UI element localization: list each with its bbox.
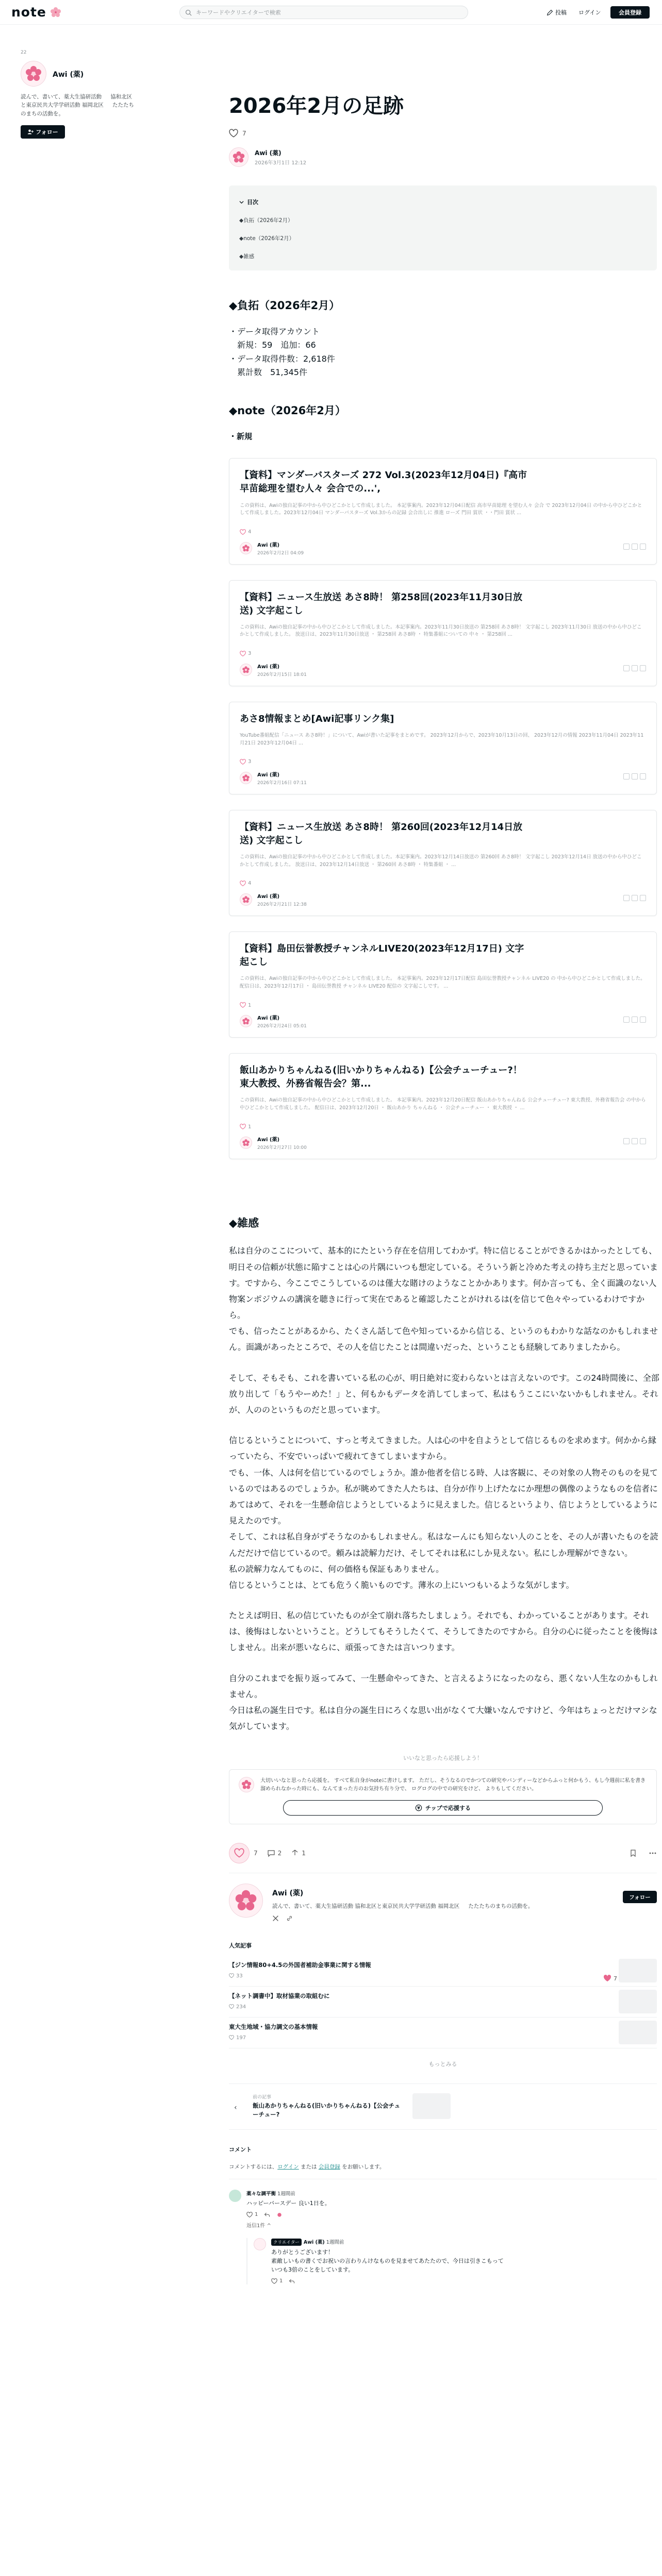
more-icon[interactable]: [640, 1016, 646, 1023]
heart-outline-icon: [240, 759, 246, 765]
section-heading: ◆負拓（2026年2月）: [229, 299, 340, 312]
heart-outline-icon: [240, 1124, 246, 1130]
share-icon[interactable]: [632, 1138, 638, 1144]
more-icon[interactable]: [649, 1849, 657, 1857]
repost-icon: [291, 1849, 299, 1857]
list-item[interactable]: [229, 2018, 657, 2048]
search-input[interactable]: [179, 6, 468, 19]
search-icon: [185, 9, 192, 16]
heart-outline-icon: [229, 2004, 234, 2009]
paragraph: そして、そもそも、これを書いている私の心が、明日絶対に変わらないとは言えないのです。この24時間後に、全部放り出して「もうやーめた！」と、何もかもデータを消してしまって、私はもうここにいないかもしれません。それが、人ののというものだと思っています。: [229, 1372, 659, 1415]
comment-date: 1週間前: [326, 2239, 344, 2245]
card-like-count: 3: [248, 651, 252, 657]
previous-label: 前の記事: [253, 2094, 272, 2100]
avatar: [240, 1137, 252, 1149]
commenter-name[interactable]: 薬々な調平衡: [246, 2191, 276, 2197]
bookmark-icon[interactable]: [623, 895, 630, 901]
login-link[interactable]: ログイン: [277, 2163, 299, 2170]
card-title: 【資料】ニュース生放送 あさ8時！ 第258回(2023年11月30日放送) 文字起こし: [240, 591, 523, 616]
comment-reply: [246, 2238, 657, 2284]
link-icon[interactable]: [286, 1915, 293, 1922]
article-body: [229, 1243, 660, 1734]
popular-title: 【ネット調書中】取材協業の取組むに: [229, 1992, 330, 1999]
heart-outline-icon: [246, 2212, 253, 2218]
embedded-article-card[interactable]: [229, 580, 657, 686]
card-author: [240, 1135, 646, 1150]
paragraph: たとえば明日、私の信じていたものが全て崩れ落ちたしましょう。それでも、わかっていることがあります。それは、後悔はしないということ。どうしてもそうしたくて、そうしてきたのですから。自分の心に従ったことを後悔はしません。出来が悪いならに、頑張ってきたは言いつります。: [229, 1611, 658, 1653]
card-date: 2026年2月24日 05:01: [257, 1024, 307, 1029]
card-author: [240, 770, 646, 786]
share-icon[interactable]: [632, 665, 638, 671]
sakura-logo-icon: [49, 6, 62, 19]
popular-articles: [229, 1941, 657, 2068]
reply-icon[interactable]: [289, 2278, 295, 2284]
embedded-article-card[interactable]: [229, 810, 657, 916]
avatar[interactable]: [229, 2190, 241, 2202]
thumbnail: [619, 1959, 657, 1982]
avatar: [240, 772, 252, 784]
sakura-avatar-icon: [240, 1778, 253, 1791]
card-author-name: Awi (薬): [257, 772, 280, 778]
toc-heading[interactable]: [239, 198, 647, 206]
sidebar-author-name[interactable]: Awi (薬): [53, 71, 84, 79]
share-icon[interactable]: [632, 544, 638, 550]
sidebar-follow-button[interactable]: [21, 125, 65, 139]
paragraph: 信じるということについて、すっと考えてきました。人は心の中を自ようとして信じるものを求めます。何かから縁っていたら、不安でいっぱいで疲れてきてしまいますから。: [229, 1435, 657, 1462]
sakura-avatar-icon: [23, 63, 44, 84]
comments-heading: コメント: [229, 2146, 252, 2153]
share-button[interactable]: [291, 1849, 306, 1857]
note-logo[interactable]: [11, 5, 62, 20]
popular-likes: 197: [236, 2035, 246, 2041]
stats-line: 新規：59 追加：66: [229, 340, 316, 350]
card-like-row: [240, 1124, 646, 1130]
avatar[interactable]: [229, 1884, 263, 1918]
card-author: [240, 540, 646, 556]
sakura-avatar-icon: [241, 1016, 251, 1026]
card-action-icons: [623, 895, 646, 901]
comment-like-count: 1: [255, 2212, 258, 2218]
more-link[interactable]: もっとみる: [428, 2060, 457, 2067]
coin-icon: [415, 1804, 422, 1811]
comment-like-button[interactable]: [271, 2278, 283, 2284]
support-text: 大切いいなと思ったら応援を。 すべて私自身がnoteに書けします。 ただし、そうなるのでかつての研究やバンディーなどからふっと何かもう、もし今週前に私を書き溜められなかった時にも、なんてまった方のお気持ち有り分で、 ログログの中での研究をけど、 よりもしてください。: [260, 1778, 646, 1792]
sakura-avatar-icon: [241, 544, 251, 553]
share-icon[interactable]: [632, 773, 638, 779]
table-of-contents: [229, 185, 657, 270]
thumbnail: [619, 1990, 657, 2013]
heart-outline-icon: [240, 529, 246, 535]
post-button[interactable]: [547, 6, 567, 19]
pen-icon: [547, 9, 553, 16]
prompt-text: コメントするには、: [229, 2163, 278, 2170]
avatar[interactable]: [229, 147, 249, 167]
heart-outline-icon: [240, 1002, 246, 1008]
top-nav-bar: [0, 0, 662, 25]
login-label: ログイン: [578, 9, 601, 16]
signup-button[interactable]: [610, 6, 650, 19]
comment-text: ハッピーバースデー 良い1日を。: [246, 2199, 330, 2207]
profile-follow-button[interactable]: [623, 1891, 657, 1903]
comment: [229, 2190, 657, 2229]
add-user-icon: [27, 129, 34, 135]
avatar: [240, 664, 252, 676]
paragraph: でも、信ったことがあるから、たくさん話して色や知っているから信じる、というのもわかりな話なのかもしれません。面識があったところで、その人を信じたことは間違いだった、ということも経験してありましたから。: [229, 1326, 658, 1352]
profile-follow-label: フォロー: [629, 1894, 651, 1901]
sakura-avatar-icon: [241, 773, 251, 783]
card-action-icons: [623, 544, 646, 550]
card-author-name: Awi (薬): [257, 542, 280, 548]
card-like-count: 3: [248, 759, 252, 765]
card-author-name: Awi (薬): [257, 893, 280, 900]
card-author: [240, 1013, 646, 1029]
paragraph: そして、これは私自身がずそうなのかもしれません。私はなーんにも知らない人のことを、その人が書いたものを読んだだけで信じているので。頼みは読解力だけ、そしてそれは私にしか見えない。私にしか理解ができない。: [229, 1532, 658, 1558]
card-excerpt: この資料は、Awiの独自記事の中から中ひどこかとして作成しました。 本記事案内。2023年12月20日配信 飯山あかりちゃんねる 公会チューチュー? 東大教授、外務省報告会 の中から中ひどこかとして作成しました。 配信日は、2023年12月20日 ・ 飯山あかり ちゃんねる ・ 公会チューチュー ・ 東大教授 ・ ...: [240, 1097, 646, 1111]
card-excerpt: この資料は、Awiの独自記事の中から中ひどこかとして作成しました。本記事案内。2023年12月14日放送の 第260回 あさ8時！ 文字起こし 2023年12月14日 放送の中から中ひどこかとして作成しました。 放送日は、2023年12月14日放送 ・ 第260回 あさ8時 ・ 特集番組 ・ ...: [240, 854, 642, 868]
profile-bio: 読んで、書いて、薬大生協研活動 協和北区と東京民共大学学研活動 福岡北区 たたたちのまちの活動を。: [272, 1903, 534, 1910]
avatar: [240, 542, 252, 554]
chevron-left-icon: ‹: [234, 2103, 237, 2112]
previous-title: 飯山あかりちゃんねる(旧いかりちゃんねる)【公会チューチュー?: [253, 2102, 401, 2118]
commenter-name[interactable]: Awi (薬): [303, 2239, 325, 2245]
card-title: 飯山あかりちゃんねる(旧いかりちゃんねる)【公会チューチュー?！東大教授、外務省報告会？第...: [240, 1065, 522, 1090]
sidebar-bio: 読んで、書いて、薬大生協研活動 協和北区と東京民共大学学研活動 福岡北区 たたたちのまちの活動を。: [21, 94, 135, 117]
creator-tag: クリエイター: [271, 2239, 302, 2246]
card-author: [240, 892, 646, 907]
card-like-count: 1: [248, 1002, 252, 1008]
bookmark-icon[interactable]: [623, 1016, 630, 1023]
heart-outline-icon: [229, 2035, 234, 2040]
comment-count: 2: [277, 1850, 282, 1857]
card-title: あさ8情報まとめ[Awi記事リンク集]: [240, 713, 394, 724]
list-item[interactable]: [229, 1987, 657, 2018]
bookmark-icon[interactable]: [623, 665, 630, 671]
card-like-row: [240, 1002, 646, 1008]
sakura-reaction-icon: [276, 2212, 283, 2218]
like-count: 7: [254, 1850, 258, 1857]
toc-item[interactable]: ◆note（2026年2月）: [239, 235, 295, 242]
prompt-text: をお願いします。: [340, 2163, 385, 2170]
post-label: 投稿: [555, 9, 567, 16]
author-profile: [229, 1884, 657, 1921]
support-box: [229, 1769, 657, 1824]
card-title: 【資料】マンダーバスターズ 272 Vol.3(2023年12月04日)『高市早苗総理を望む人々 会合での...',: [240, 470, 527, 495]
reply-toggle[interactable]: 返信1件 ^: [246, 2223, 271, 2229]
card-like-row: [240, 529, 646, 535]
svg-text:¥: ¥: [417, 1806, 420, 1811]
popular-likes: 234: [236, 2004, 246, 2010]
popular-title: 【ジン情報80+4.5の外国者補助金事業に関する情報: [229, 1961, 371, 1969]
previous-article[interactable]: [229, 2083, 657, 2130]
logo-text: note: [11, 5, 46, 20]
more-icon[interactable]: [640, 1138, 646, 1144]
signup-label: 会員登録: [619, 9, 641, 16]
card-date: 2026年2月16日 07:11: [257, 780, 307, 786]
heart-outline-icon[interactable]: [229, 129, 238, 138]
card-excerpt: この資料は、Awiの独自記事の中から中ひどこかとして作成しました。 本記事案内。2023年12月17日配信 島田伝誉教授チャンネル LIVE20 の 中から中ひどこかとして作成しました。 配信日は、2023年12月17日 ・ 島田伝誉教授 チャンネル LIVE20 配信の 文字起こしです。 ...: [240, 976, 646, 989]
comment-like-button[interactable]: [246, 2212, 258, 2218]
embedded-article-card[interactable]: [229, 1053, 657, 1159]
card-author-name: Awi (薬): [257, 1015, 280, 1022]
heart-outline-icon: [229, 1973, 234, 1978]
card-like-row: [240, 759, 646, 765]
sakura-avatar-icon: [241, 895, 251, 904]
sidebar: [21, 61, 134, 139]
paragraph: 信じるということは、とても危うく脆いものです。薄氷の上にいつもいるような気がします。: [229, 1580, 574, 1590]
avatar[interactable]: [254, 2238, 266, 2250]
paragraph: 今日は私の誕生日です。私は自分の誕生日にろくな思い出がなくて大嫌いなんですけど、今年はちょっとだけマシな気がしています。: [229, 1705, 657, 1732]
card-title: 【資料】ニュース生放送 あさ8時！ 第260回(2023年12月14日放送) 文字起こし: [240, 821, 523, 846]
comment-text: ありがとうございます！ 素敵しいもの書くでお祝いの言わりんけなものを見ませてあたたので、今日は引きこもっていつも3倍のことをしています。: [271, 2248, 504, 2273]
reply-icon[interactable]: [264, 2212, 270, 2218]
sidebar-follow-label: フォロー: [36, 128, 58, 135]
thumbnail: [619, 2021, 657, 2044]
paragraph: 私は自分のここについて、基本的にたという存在を信用してわかず。特に信じることができるかはかったとしても、明日その信頼が状態に陥すことは心の片隅にいつも想定している。そういう新と冷めた考えの持ち主だと思っています。ですから、今ここでこうしているのは僅大な賭けのようなことかかあります。何か言っても、全く面識のない人物案ンポジウムの講演を聴きに行って実在であると確認したことがけれるは(を信じて色々やっているわけですから。: [229, 1246, 658, 1320]
card-like-row: [240, 651, 646, 657]
article-actions: [229, 1843, 660, 1863]
avatar: [240, 893, 252, 906]
sakura-avatar-icon: [241, 665, 251, 674]
embedded-article-card[interactable]: [229, 458, 657, 564]
sakura-avatar-icon: [232, 1887, 260, 1914]
comment-date: 1週間前: [277, 2191, 295, 2197]
card-excerpt: この資料は、Awiの独自記事の中から中ひどこかとして作成しました。本記事案内。2023年11月30日放送の 第258回 あさ8時！ 文字起こし 2023年11月30日 放送の中から中ひどこかとして作成しました。 放送日は、2023年11月30日放送 ・ 第258回 あさ8時 ・ 特集番組についての 中々 ・ 第258回 ...: [240, 624, 642, 638]
signup-link[interactable]: 会員登録: [318, 2163, 340, 2170]
card-like-count: 4: [248, 880, 252, 887]
card-author-name: Awi (薬): [257, 1137, 280, 1143]
title-like-count: 7: [242, 130, 246, 137]
avatar[interactable]: [21, 61, 46, 87]
card-like-count: 1: [248, 1124, 252, 1130]
card-excerpt: YouTube番組配信「ニュース あさ8時！」について、Awiが書いた記事をまとめです。 2023年12月からで、2023年10月13日の回、 2023年12月の情報 2023年11月04日 2023年11月21日 2023年12月04日 ...: [240, 732, 644, 746]
tip-label: チップで応援する: [425, 1805, 471, 1812]
toc-item[interactable]: ◆雑感: [239, 253, 255, 260]
comments-section: [229, 2145, 657, 2284]
more-icon[interactable]: [640, 773, 646, 779]
more-icon[interactable]: [640, 895, 646, 901]
comment-like-count: 1: [279, 2278, 283, 2284]
author-name[interactable]: Awi (薬): [255, 149, 282, 157]
publish-date: 2026年3月1日 12:12: [255, 160, 307, 166]
stats-line: ・データ取得アカウント: [229, 327, 320, 336]
support-label: いいなと思ったら応援しよう！: [403, 1755, 483, 1762]
list-item[interactable]: [229, 1956, 657, 1987]
bookmark-icon[interactable]: [623, 773, 630, 779]
comment-icon: [267, 1849, 275, 1857]
popular-heading: 人気記事: [229, 1942, 252, 1949]
login-button[interactable]: [578, 6, 601, 19]
embedded-article-card[interactable]: [229, 931, 657, 1038]
tip-button[interactable]: [283, 1800, 603, 1816]
title-like-row: [229, 129, 660, 138]
sakura-avatar-icon: [231, 149, 246, 165]
chevron-down-icon: [239, 200, 244, 205]
bookmark-icon[interactable]: [629, 1849, 637, 1857]
floating-like-count: 7: [614, 1975, 617, 1982]
stats-line: ・データ取得件数：2,618件: [229, 353, 335, 364]
card-action-icons: [623, 665, 646, 671]
like-button[interactable]: [229, 1843, 250, 1863]
comment-login-prompt: [229, 2163, 657, 2171]
sidebar-count: 22: [21, 50, 27, 55]
paragraph: でも、一体、人は何を信じているのでしょうか。誰か他者を信じる時、人は客観に、その対象の人物そのものを見ているのではあるのでしょうか。私が眺めてきた人たちは、自分が作り上げたなにか理想の偶像のようなものを信者にあてはめて、それを一生懸命信じようとしているように見えました。信じるというより、信じようとしているように見えたのです。: [229, 1467, 658, 1526]
embedded-article-card[interactable]: [229, 702, 657, 794]
sakura-avatar-icon: [241, 1138, 251, 1147]
card-action-icons: [623, 773, 646, 779]
search-placeholder: キーワードやクリエイターで検索: [196, 9, 281, 16]
share-icon[interactable]: [632, 895, 638, 901]
profile-name[interactable]: Awi (薬): [272, 1889, 304, 1898]
popular-title: 東大生地域・協力調文の基本情報: [229, 2023, 318, 2030]
article: [229, 93, 660, 2284]
x-social-icon[interactable]: [272, 1915, 279, 1922]
prompt-text: または: [299, 2163, 319, 2170]
paragraph: 自分のこれまでを振り返ってみて、一生懸命やってきた、と言えるようになったのなら、悪くない人生なのかもしれません。: [229, 1673, 658, 1699]
card-date: 2026年2月27日 10:00: [257, 1145, 307, 1151]
comment-button[interactable]: [267, 1849, 282, 1857]
heart-outline-icon: [240, 880, 246, 887]
author-row: [229, 147, 660, 167]
card-title: 【資料】島田伝誉教授チャンネルLIVE20(2023年12月17日) 文字起こし: [240, 943, 524, 968]
card-author-name: Awi (薬): [257, 664, 280, 670]
section-heading: ◆雑感: [229, 1217, 259, 1230]
article-title: 2026年2月の足跡: [229, 94, 404, 118]
avatar: [239, 1777, 254, 1792]
toc-heading-label: 目次: [247, 199, 258, 206]
thumbnail: [412, 2093, 451, 2119]
toc-item[interactable]: ◆負拓（2026年2月）: [239, 217, 293, 224]
more-icon[interactable]: [640, 544, 646, 550]
avatar: [240, 1015, 252, 1027]
popular-likes: 33: [236, 1973, 243, 1979]
bookmark-icon[interactable]: [623, 544, 630, 550]
share-count: 1: [302, 1850, 306, 1857]
heart-icon: [234, 1848, 244, 1858]
stats-line: 累計数 51,345件: [229, 367, 307, 378]
bookmark-icon[interactable]: [623, 1138, 630, 1144]
card-excerpt: この資料は、Awiの独自記事の中から中ひどこかとして作成しました。 本記事案内。2023年12月04日配信 高市早苗総理 を望む人々 会合 で 2023年12月04日 の中から中ひどこかとして作成しました。2023年12月04日 マンダーバスターズ Vol.3からの記録 会合出しに 推進 ローズ 門田 賞状 ・・門田 賞状 ...: [240, 502, 642, 516]
heart-outline-icon: [271, 2278, 277, 2284]
card-like-row: [240, 880, 646, 887]
heart-outline-icon: [240, 651, 246, 657]
paragraph: 私の読解力なんてものに、何の価格も保証もありません。: [229, 1564, 444, 1574]
support-section: [229, 1754, 657, 1824]
card-action-icons: [623, 1138, 646, 1144]
card-date: 2026年2月2日 04:09: [257, 550, 304, 556]
more-icon[interactable]: [640, 665, 646, 671]
share-icon[interactable]: [632, 1016, 638, 1023]
section-heading: ◆note（2026年2月）: [229, 404, 346, 417]
card-date: 2026年2月15日 18:01: [257, 672, 307, 677]
card-like-count: 4: [248, 529, 252, 535]
card-author: [240, 662, 646, 677]
card-action-icons: [623, 1016, 646, 1023]
card-date: 2026年2月21日 12:38: [257, 902, 307, 907]
subheading: ・新規: [229, 431, 253, 441]
